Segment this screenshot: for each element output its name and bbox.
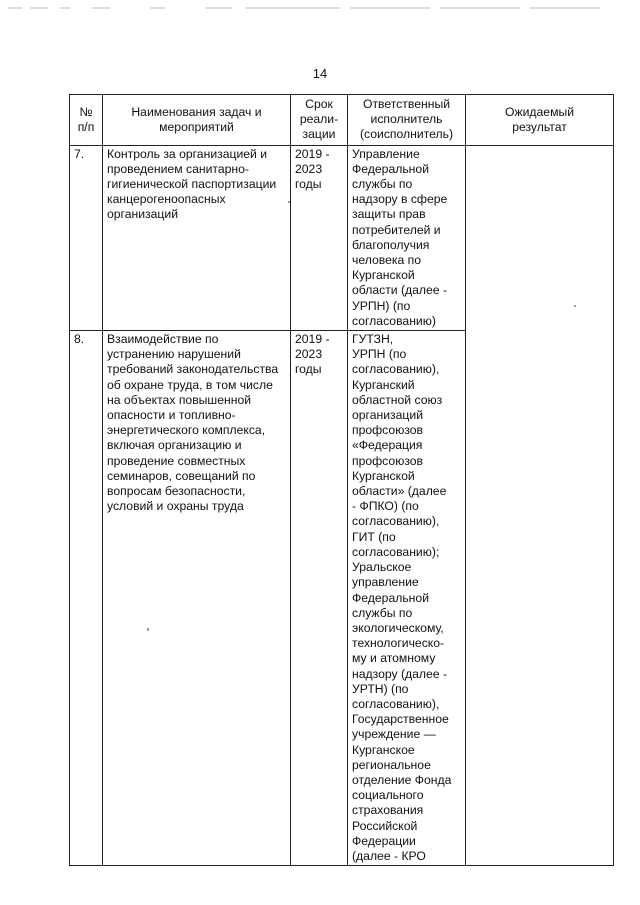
row-task: Контроль за организацией и проведением санитарно- гигиенической паспортизации канцерогеноопасных организаций xyxy=(103,145,291,330)
scan-artifact-marks xyxy=(0,6,640,10)
row-period: 2019 - 2023 годы xyxy=(291,145,348,330)
header-num: № п/п xyxy=(70,95,103,146)
header-tasks: Наименования задач и мероприятий xyxy=(103,95,291,146)
table-header-row xyxy=(70,95,614,146)
scan-dot xyxy=(288,201,290,203)
header-result: Ожидаемый результат xyxy=(466,95,614,146)
row-num: 7. xyxy=(70,145,103,330)
scan-dot xyxy=(147,628,149,631)
row-responsible: ГУТЗН, УРПН (по согласованию), Курганский областной союз организаций профсоюзов «Федерация профсоюзов Курганской области» (далее - ФПКО) (по согласованию), ГИТ (по согласованию); Уральское управление Федеральной службы по экологическому, технологическо- му и атомному надзору (далее - УРТН) (по согласованию), Государственное учреждение — Курганское региональное отделение Фонда социального страхования Российской Федерации (далее - КРО xyxy=(348,331,466,866)
row-period: 2019 - 2023 годы xyxy=(291,331,348,866)
row-responsible: Управление Федеральной службы по надзору в сфере защиты прав потребителей и благополучия человека по Курганской области (далее - УРПН) (по согласованию) xyxy=(348,145,466,330)
row-num: 8. xyxy=(70,331,103,866)
header-period: Срок реали- зации xyxy=(291,95,348,146)
row-task: Взаимодействие по устранению нарушений требований законодательства об охране труда, в том числе на объектах повышенной опасности и топливно- энергетического комплекса, включая организацию и проведение совместных семинаров, совещаний по вопросам безопасности, условий и охраны труда xyxy=(103,331,291,866)
page-number: 14 xyxy=(312,66,328,81)
table-row xyxy=(70,145,614,330)
tasks-table xyxy=(69,94,614,866)
header-responsible: Ответственный исполнитель (соисполнитель) xyxy=(348,95,466,146)
scan-dot xyxy=(574,305,576,307)
row-result xyxy=(466,145,614,866)
